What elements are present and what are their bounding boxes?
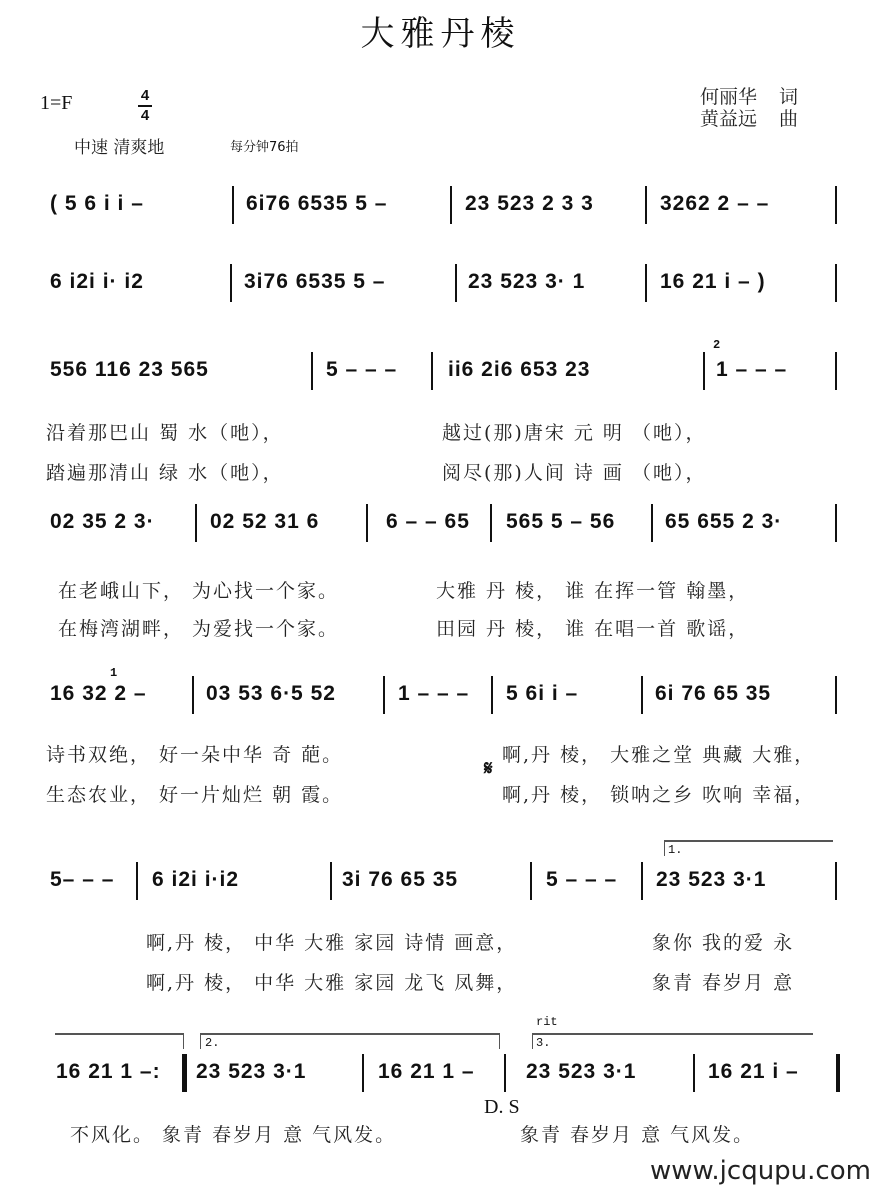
rit-marking: rit: [536, 1015, 558, 1029]
measure-notes: 1 – – –: [398, 682, 470, 705]
measure-notes: 16 32 2 –: [50, 682, 147, 705]
measure-notes: 16 21 i – ): [660, 270, 766, 293]
time-signature: [138, 88, 152, 124]
measure-notes: 5– – –: [50, 868, 115, 891]
measure-notes: 3i 76 65 35: [342, 868, 459, 891]
segno-sign: 𝄋: [484, 758, 493, 780]
lyric-line-v2: 啊,丹 棱， 锁呐之乡 吹响 幸福，: [502, 784, 816, 806]
measure-notes: 16 21 i –: [708, 1060, 799, 1083]
measure-notes: 6i76 6535 5 –: [246, 192, 388, 215]
barline: [362, 1054, 364, 1092]
barline: [530, 862, 532, 900]
lyric-line-v1: 啊,丹 棱， 大雅之堂 典藏 大雅，: [502, 744, 816, 766]
measure-notes: 16 21 1 –:: [56, 1060, 161, 1083]
tempo-marking: 中速 清爽地: [74, 138, 165, 158]
ds-marking: D. S: [484, 1096, 520, 1118]
barline: [835, 264, 837, 302]
measure-notes: 3i76 6535 5 –: [244, 270, 386, 293]
barline: [366, 504, 368, 542]
barline: [330, 862, 332, 900]
lyric-line-v1: 越过(那)唐宋 元 明 （吔），: [442, 422, 707, 444]
meter-top: 4: [140, 87, 150, 104]
composer-line: [700, 108, 798, 130]
staff-system-6: [0, 862, 881, 902]
measure-notes: 23 523 2 3 3: [465, 192, 594, 215]
final-barline: [836, 1054, 840, 1092]
composer-name: 黄益远: [700, 108, 758, 130]
measure-notes: 565 5 – 56: [506, 510, 616, 533]
barline: [195, 504, 197, 542]
watermark: www.jcqupu.com: [650, 1156, 871, 1186]
measure-notes: 23 523 3· 1: [468, 270, 586, 293]
lyricist-line: [700, 86, 798, 108]
barline: [835, 676, 837, 714]
credits: [700, 86, 798, 130]
barline: [703, 352, 705, 390]
barline: [136, 862, 138, 900]
grace-note: 2: [713, 338, 721, 352]
lyric-line-v1: 象青 春岁月 意 气风发。: [520, 1124, 755, 1146]
lyric-line-v1: 象你 我的爱 永: [652, 932, 795, 954]
lyricist-name: 何丽华: [700, 86, 758, 108]
measure-notes: 5 – – –: [326, 358, 398, 381]
lyric-line-v2: 在梅湾湖畔， 为爱找一个家。: [58, 618, 340, 640]
volta-bracket-2: [200, 1033, 500, 1049]
measure-notes: 6i 76 65 35: [655, 682, 772, 705]
barline: [230, 264, 232, 302]
lyric-line-v1: 在老峨山下， 为心找一个家。: [58, 580, 340, 602]
measure-notes: 03 53 6·5 52: [206, 682, 336, 705]
measure-notes: 23 523 3·1: [526, 1060, 637, 1083]
volta-bracket-1-end: [55, 1033, 184, 1049]
measure-notes: 23 523 3·1: [196, 1060, 307, 1083]
lyric-line-v1: 大雅 丹 棱， 谁 在挥一管 翰墨，: [436, 580, 750, 602]
volta-bracket-3: [532, 1033, 813, 1049]
barline: [641, 676, 643, 714]
barline: [835, 504, 837, 542]
measure-notes: 6 i2i i· i2: [50, 270, 144, 293]
staff-system-2: [0, 264, 881, 304]
barline: [450, 186, 452, 224]
barline: [431, 352, 433, 390]
measure-notes: 5 6i i –: [506, 682, 579, 705]
composer-role: 曲: [779, 108, 799, 130]
key-signature: 1=F: [40, 92, 73, 114]
measure-notes: 1 – – –: [716, 358, 788, 381]
barline: [835, 862, 837, 900]
lyric-line-v2: 田园 丹 棱， 谁 在唱一首 歌谣，: [436, 618, 750, 640]
song-title: 大雅丹棱: [360, 14, 521, 54]
barline: [651, 504, 653, 542]
lyric-line-v1: 诗书双绝， 好一朵中华 奇 葩。: [46, 744, 344, 766]
barline: [232, 186, 234, 224]
bpm-marking: 每分钟76拍: [230, 140, 299, 155]
volta-bracket-1: [664, 840, 833, 856]
measure-notes: ( 5 6 i i –: [50, 192, 144, 215]
measure-notes: 23 523 3·1: [656, 868, 767, 891]
barline: [645, 186, 647, 224]
barline: [192, 676, 194, 714]
lyric-line-v2: 象青 春岁月 意: [652, 972, 795, 994]
lyric-line-v2: 啊,丹 棱， 中华 大雅 家园 龙飞 凤舞，: [146, 972, 518, 994]
barline: [835, 352, 837, 390]
lyric-line-v2: 踏遍那清山 绿 水（吔），: [46, 462, 284, 484]
barline: [383, 676, 385, 714]
volta-label: 2.: [205, 1036, 220, 1050]
measure-notes: 5 – – –: [546, 868, 618, 891]
barline: [504, 1054, 506, 1092]
staff-system-4: [0, 504, 881, 544]
barline: [835, 186, 837, 224]
volta-label: 1.: [668, 843, 683, 857]
measure-notes: 65 655 2 3·: [665, 510, 783, 533]
barline: [455, 264, 457, 302]
staff-system-5: [0, 666, 881, 716]
barline: [311, 352, 313, 390]
lyricist-role: 词: [779, 86, 799, 108]
measure-notes: 3262 2 – –: [660, 192, 770, 215]
lyric-line-v1: 啊,丹 棱， 中华 大雅 家园 诗情 画意，: [146, 932, 518, 954]
volta-label: 3.: [536, 1036, 551, 1050]
barline: [693, 1054, 695, 1092]
measure-notes: 6 i2i i·i2: [152, 868, 240, 891]
lyric-line-v2: 阅尽(那)人间 诗 画 （吔），: [442, 462, 707, 484]
measure-notes: 02 35 2 3·: [50, 510, 155, 533]
barline: [491, 676, 493, 714]
measure-notes: 556 116 23 565: [50, 358, 209, 381]
barline: [645, 264, 647, 302]
lyric-line-v1: 沿着那巴山 蜀 水（吔），: [46, 422, 284, 444]
staff-system-1: [0, 186, 881, 226]
measure-notes: ii6 2i6 653 23: [448, 358, 591, 381]
barline: [641, 862, 643, 900]
lyric-line-v1: 不风化。 象青 春岁月 意 气风发。: [70, 1124, 397, 1146]
lyric-line-v2: 生态农业， 好一片灿烂 朝 霞。: [46, 784, 344, 806]
staff-system-3: [0, 338, 881, 392]
meter-bottom: 4: [140, 107, 150, 124]
barline: [490, 504, 492, 542]
grace-note: 1: [110, 666, 118, 680]
repeat-barline: [182, 1054, 187, 1092]
measure-notes: 6 – – 65: [386, 510, 470, 533]
measure-notes: 02 52 31 6: [210, 510, 320, 533]
measure-notes: 16 21 1 –: [378, 1060, 475, 1083]
staff-system-7: [0, 1054, 881, 1094]
